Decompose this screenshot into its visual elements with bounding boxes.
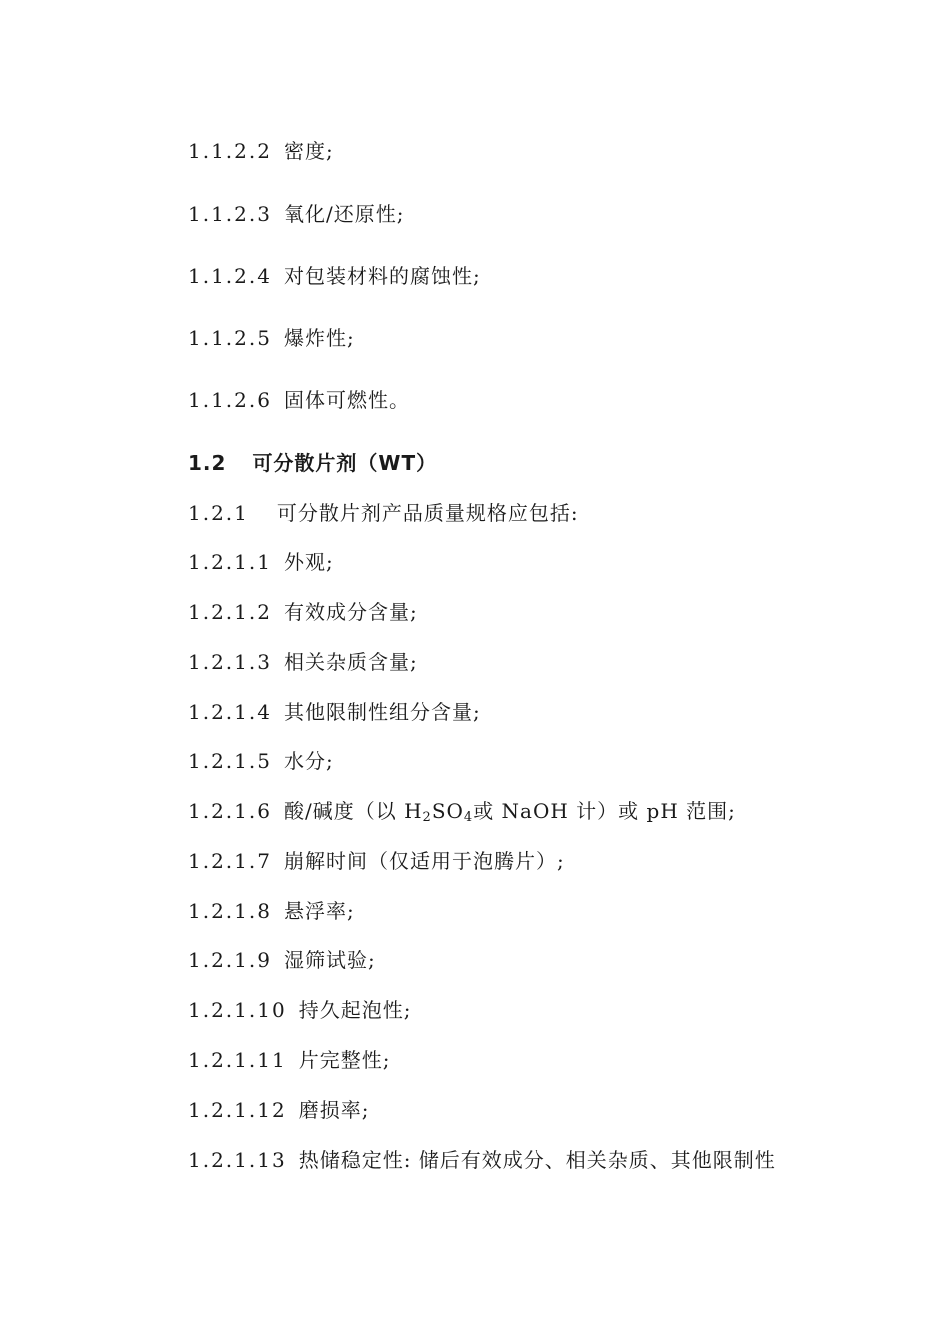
list-item (188, 948, 376, 972)
item-number: 1.1.2.6 (188, 388, 272, 412)
list-item (188, 899, 355, 923)
list-item (188, 600, 418, 624)
list-item (188, 849, 565, 873)
item-number: 1.2.1.5 (188, 749, 272, 773)
item-text: 有效成分含量; (283, 600, 418, 624)
section-number: 1.2 (188, 451, 227, 475)
item-text: 对包装材料的腐蚀性; (283, 264, 481, 288)
list-item (188, 998, 411, 1022)
item-number: 1.1.2.5 (188, 326, 272, 350)
item-text: 水分; (283, 749, 334, 773)
item-number: 1.2.1.9 (188, 948, 272, 972)
list-item (188, 326, 355, 350)
item-text: 片完整性; (298, 1048, 391, 1072)
list-item (188, 1048, 390, 1072)
list-item (188, 1098, 369, 1122)
list-item (188, 700, 481, 724)
subscript: 4 (463, 810, 474, 825)
item-number: 1.2.1.2 (188, 600, 272, 624)
item-number: 1.2.1.6 (188, 799, 272, 823)
item-text: 热储稳定性: 储后有效成分、相关杂质、其他限制性 (298, 1148, 776, 1172)
item-text: 相关杂质含量; (283, 650, 418, 674)
item-number: 1.2.1.11 (188, 1048, 287, 1072)
list-item (188, 550, 334, 574)
item-number: 1.1.2.3 (188, 202, 272, 226)
item-text: 磨损率; (298, 1098, 370, 1122)
item-text: 崩解时间（仅适用于泡腾片）; (283, 849, 565, 873)
list-item (188, 139, 334, 163)
item-number: 1.2.1.7 (188, 849, 272, 873)
list-item (188, 388, 410, 412)
clause-number: 1.2.1 (188, 501, 249, 525)
item-text: 其他限制性组分含量; (283, 700, 481, 724)
clause-line (188, 501, 579, 525)
item-text-post: 或 NaOH 计）或 pH 范围; (473, 799, 736, 823)
item-number: 1.1.2.2 (188, 139, 272, 163)
item-text: 湿筛试验; (283, 948, 376, 972)
list-item (188, 202, 404, 226)
item-text: 外观; (283, 550, 334, 574)
list-item (188, 749, 334, 773)
item-text: 氧化/还原性; (283, 202, 405, 226)
item-number: 1.1.2.4 (188, 264, 272, 288)
item-text: 爆炸性; (283, 326, 355, 350)
list-item (188, 799, 736, 830)
item-text-mid: SO (431, 799, 464, 823)
section-title: 可分散片剂（WT） (252, 451, 438, 475)
section-heading (188, 451, 437, 475)
item-number: 1.2.1.12 (188, 1098, 287, 1122)
item-number: 1.2.1.3 (188, 650, 272, 674)
item-number: 1.2.1.1 (188, 550, 272, 574)
subscript: 2 (422, 810, 432, 825)
item-text: 持久起泡性; (298, 998, 412, 1022)
item-text: 悬浮率; (283, 899, 355, 923)
list-item (188, 650, 418, 674)
item-number: 1.2.1.13 (188, 1148, 287, 1172)
item-number: 1.2.1.10 (188, 998, 287, 1022)
list-item (188, 264, 481, 288)
item-number: 1.2.1.4 (188, 700, 272, 724)
item-text-pre: 酸/碱度（以 H (283, 799, 423, 823)
clause-text: 可分散片剂产品质量规格应包括: (276, 501, 579, 525)
item-number: 1.2.1.8 (188, 899, 272, 923)
item-text: 固体可燃性。 (283, 388, 410, 412)
item-text: 密度; (283, 139, 334, 163)
list-item (188, 1148, 776, 1172)
